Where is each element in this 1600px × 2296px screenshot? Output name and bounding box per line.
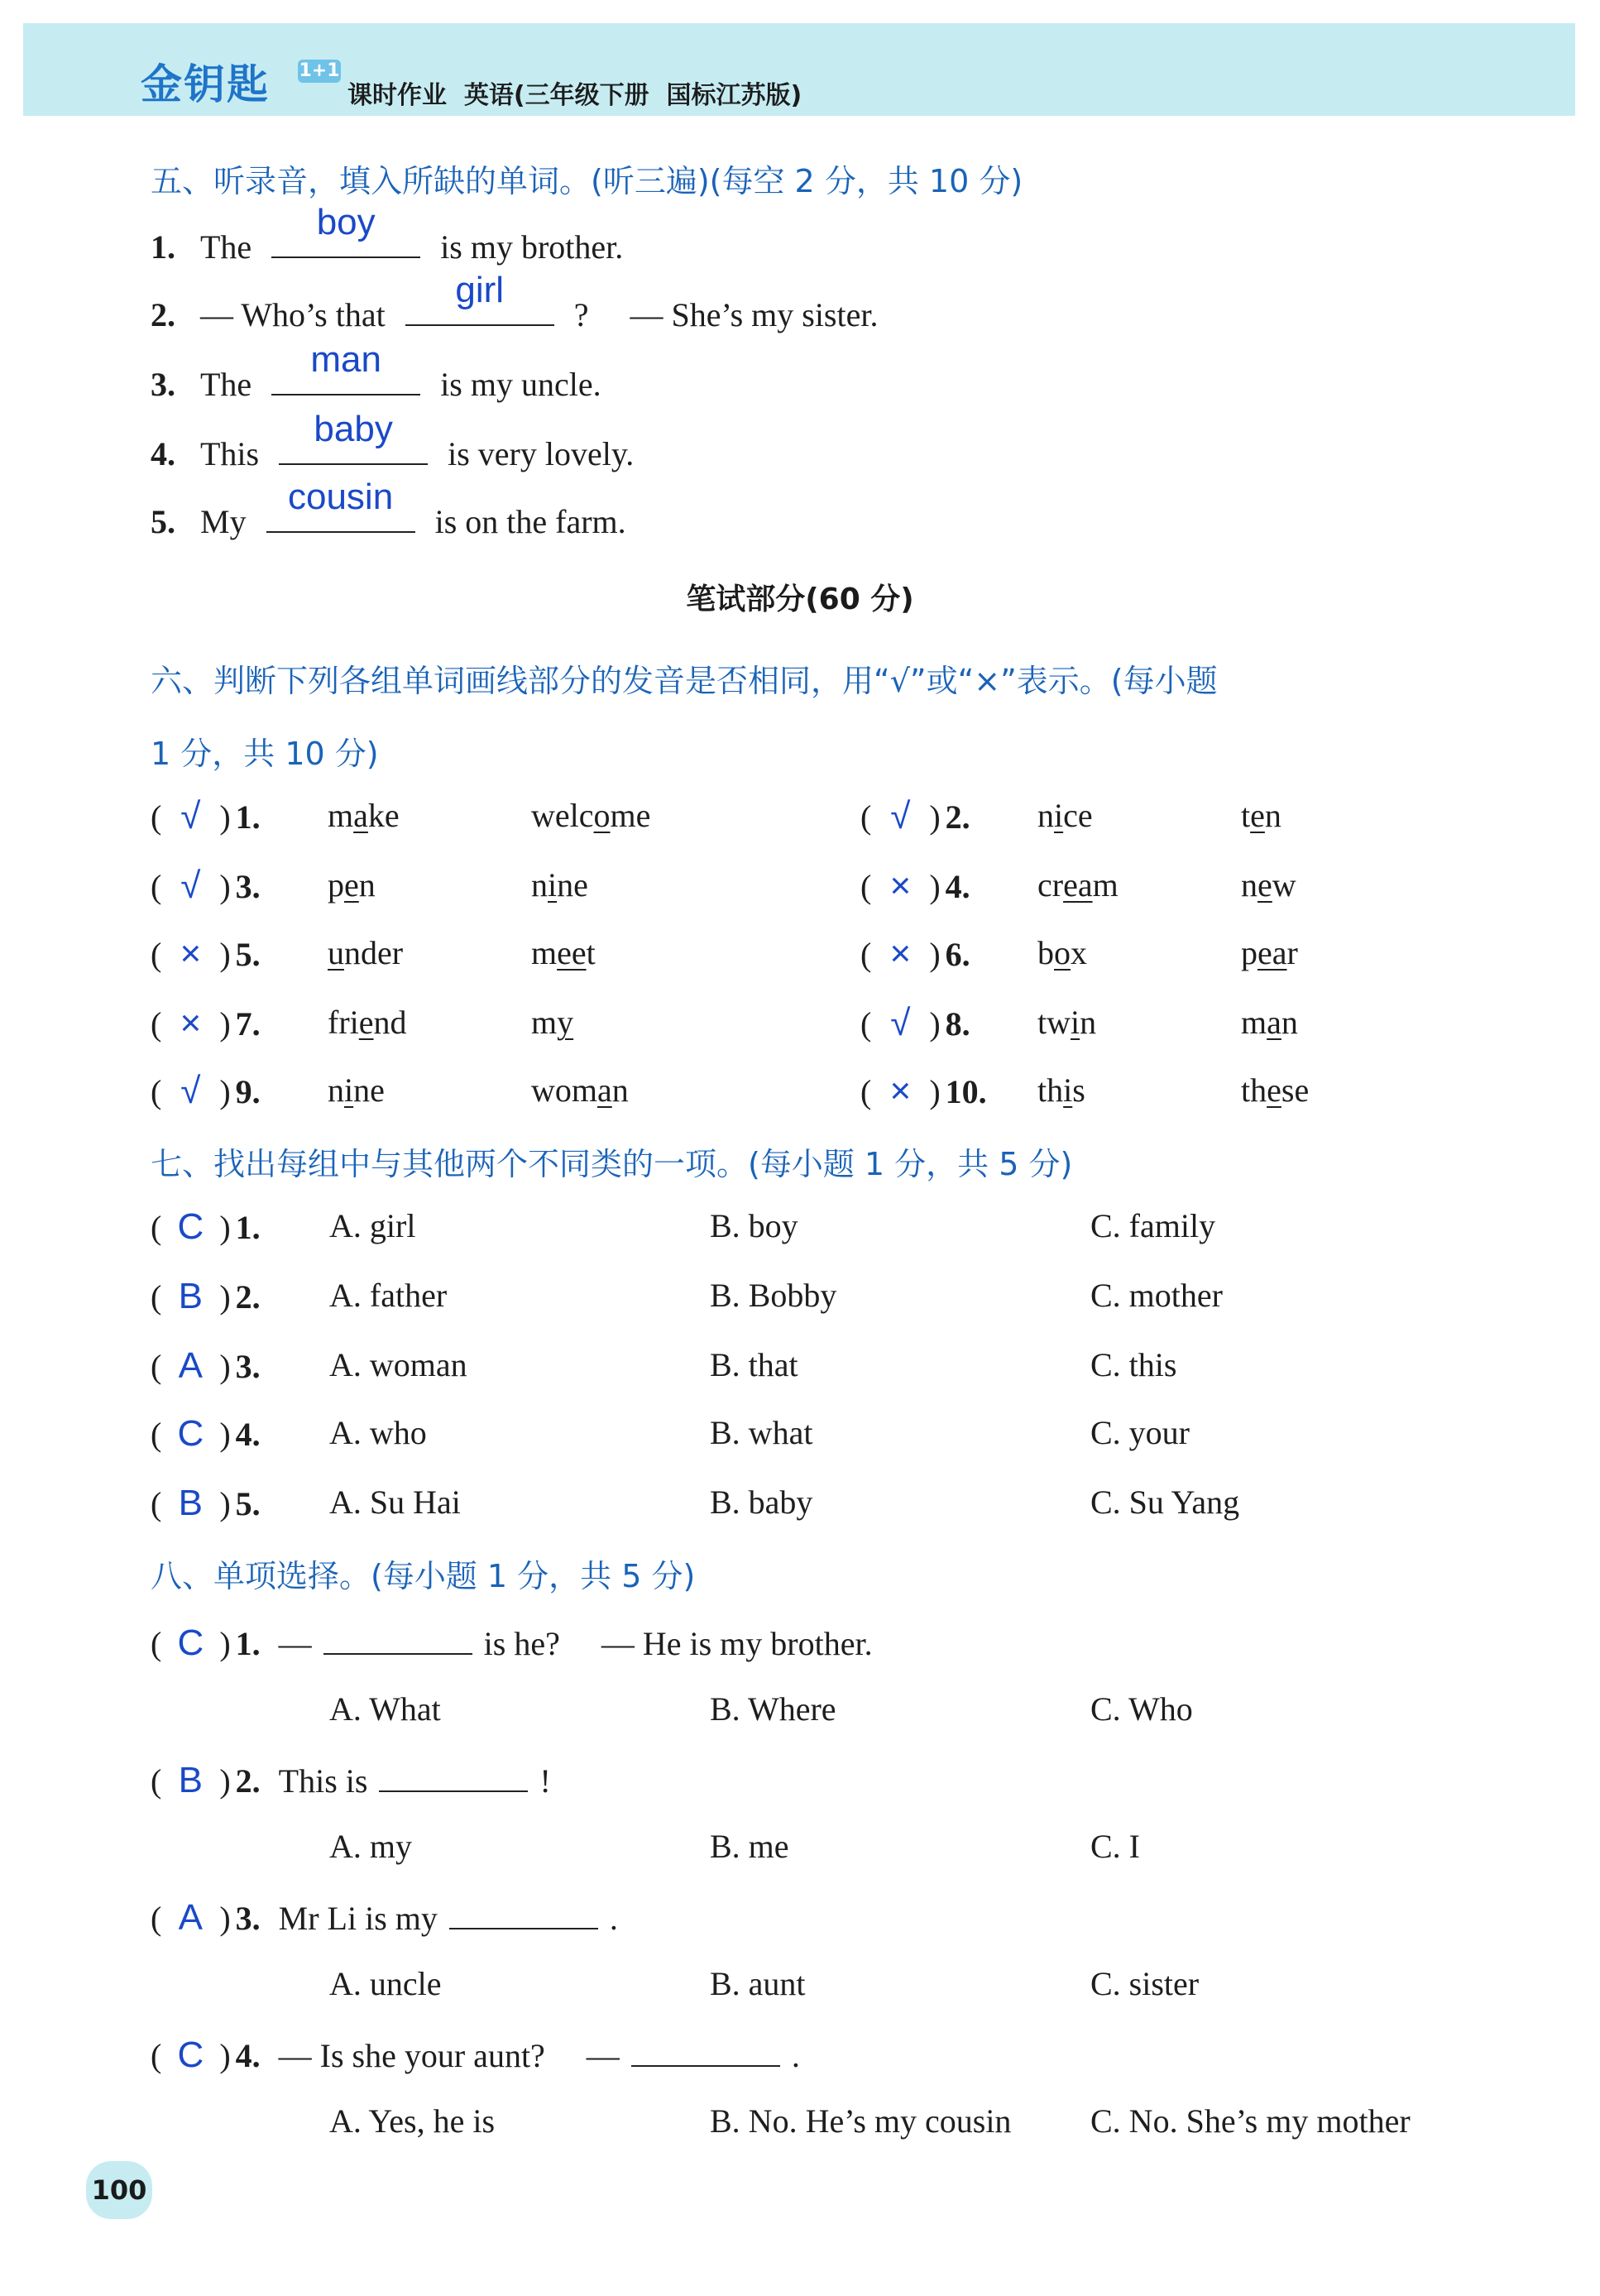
judge-item: ( √ ) 3.	[151, 865, 261, 906]
word-2	[531, 796, 650, 835]
word-part: ke	[367, 797, 400, 834]
item-number: 4.	[235, 2037, 261, 2074]
answer-blank[interactable]	[631, 2032, 780, 2067]
answer-blank[interactable]	[449, 1895, 598, 1929]
option-b: B. me	[710, 1828, 789, 1865]
option-a: A. my	[329, 1828, 412, 1865]
section-6-title-cont: 1 分，共 10 分)	[151, 736, 379, 772]
section-7-title: 七、找出每组中与其他两个不同类的一项。(每小题 1 分，共 5 分)	[151, 1146, 1073, 1182]
option-c: C. No. She’s my mother	[1090, 2102, 1411, 2140]
question-text-pre: This is	[278, 1762, 368, 1800]
option-c: C. family	[1090, 1207, 1216, 1244]
item-number: 4.	[235, 1416, 261, 1453]
answer-mark: ×	[180, 933, 202, 974]
written-part-title: 笔试部分(60 分)	[686, 582, 914, 616]
question-text-post: is he? — He is my brother.	[483, 1625, 873, 1662]
word-1	[1037, 796, 1093, 835]
item-text-post: is my brother.	[440, 228, 624, 266]
s5-item-3	[151, 339, 601, 404]
option-c: C. your	[1090, 1414, 1190, 1451]
answer-mark: √	[180, 796, 201, 836]
underlined-letters: e	[1250, 797, 1265, 834]
word-part: t	[586, 934, 596, 971]
section-5-title: 五、听录音，填入所缺的单词。(听三遍)(每空 2 分，共 10 分)	[151, 163, 1023, 199]
answer-mark: ×	[889, 1071, 912, 1111]
mc-question: ( B ) 2. This is !	[151, 1757, 551, 1801]
word-part: s	[1072, 1071, 1085, 1109]
word-2	[531, 933, 596, 972]
word-part: fri	[328, 1004, 359, 1041]
answer: baby	[314, 409, 393, 449]
word-part: ne	[353, 1071, 385, 1109]
answer-mark: √	[890, 1003, 911, 1043]
answer-blank[interactable]	[271, 202, 420, 258]
word-part: b	[1037, 934, 1054, 971]
header-text: 课时作业 英语(三年级下册 国标江苏版)	[347, 81, 802, 110]
word-part: m	[531, 934, 558, 971]
item-number: 4.	[945, 868, 970, 905]
item-number: 10.	[945, 1073, 987, 1110]
option-c: C. mother	[1090, 1277, 1223, 1314]
page-number: 100	[86, 2161, 152, 2219]
item-text-post: is my uncle.	[440, 366, 601, 403]
word-part: nder	[344, 934, 404, 971]
choice-item: ( C ) 1.	[151, 1206, 261, 1247]
item-number: 7.	[235, 1005, 261, 1043]
answer-letter: B	[178, 1483, 203, 1523]
answer-blank[interactable]	[279, 409, 428, 465]
judge-item: ( √ ) 8.	[860, 1003, 970, 1043]
word-part: n	[1264, 797, 1281, 834]
item-number: 2.	[151, 296, 175, 333]
underlined-letters: i	[344, 1071, 354, 1109]
judge-item: ( × ) 4.	[860, 865, 970, 906]
item-number: 3.	[235, 1348, 261, 1385]
word-part: ce	[1063, 797, 1093, 834]
word-2	[1241, 1071, 1309, 1110]
answer-mark: ×	[889, 865, 912, 906]
item-number: 3.	[235, 1900, 261, 1937]
item-number: 9.	[235, 1073, 261, 1110]
section-6-title: 六、判断下列各组单词画线部分的发音是否相同，用“√”或“×”表示。(每小题	[151, 663, 1218, 699]
option-c: C. Who	[1090, 1690, 1193, 1728]
item-number: 5.	[235, 936, 261, 973]
logo-badge: 1+1	[299, 60, 340, 81]
option-b: B. baby	[710, 1484, 813, 1521]
option-b: B. what	[710, 1414, 813, 1451]
word-1	[328, 1003, 407, 1042]
judge-item: ( × ) 6.	[860, 933, 970, 974]
question-text-post: .	[609, 1900, 618, 1937]
s5-item-5	[151, 477, 626, 541]
answer-letter: C	[177, 2035, 204, 2075]
underlined-letters: e	[358, 1004, 374, 1041]
word-1	[1037, 933, 1087, 972]
word-part: cr	[1037, 866, 1064, 904]
underlined-letters: a	[353, 797, 368, 834]
underlined-letters: i	[1063, 1071, 1073, 1109]
underlined-letters: e	[1267, 1071, 1281, 1109]
item-number: 3.	[151, 366, 175, 403]
word-part: welc	[531, 797, 594, 834]
item-number: 4.	[151, 435, 175, 472]
option-b: B. boy	[710, 1207, 798, 1244]
item-number: 2.	[235, 1762, 261, 1800]
word-part: m	[1241, 1004, 1267, 1041]
option-a: A. girl	[329, 1207, 416, 1244]
item-text-post: is on the farm.	[434, 503, 626, 540]
word-part: tw	[1037, 1004, 1071, 1041]
underlined-letters: a	[1267, 1004, 1281, 1041]
word-part: th	[1241, 1071, 1267, 1109]
underlined-letters: ee	[557, 934, 587, 971]
option-c: C. I	[1090, 1828, 1140, 1865]
item-number: 1.	[235, 798, 261, 836]
item-number: 5.	[235, 1485, 261, 1522]
section-8-title: 八、单项选择。(每小题 1 分，共 5 分)	[151, 1558, 696, 1594]
underlined-letters: o	[1054, 934, 1071, 971]
word-part: n	[611, 1071, 629, 1109]
judge-item: ( √ ) 1.	[151, 796, 261, 836]
word-part: x	[1071, 934, 1087, 971]
word-1	[328, 1071, 385, 1110]
word-part: wom	[531, 1071, 597, 1109]
answer-blank[interactable]	[271, 339, 420, 395]
judge-item: ( √ ) 2.	[860, 796, 970, 836]
word-part: n	[1281, 1004, 1298, 1041]
question-text-pre: —	[278, 1625, 312, 1662]
question-text-post: !	[539, 1762, 551, 1800]
answer-letter: B	[178, 1760, 203, 1800]
answer-blank[interactable]	[323, 1620, 472, 1655]
word-part: n	[1037, 797, 1054, 834]
underlined-letters: e	[1257, 866, 1272, 904]
word-part: t	[1241, 797, 1251, 834]
item-text-pre: — Who’s that	[200, 296, 386, 333]
judge-item: ( √ ) 9.	[151, 1071, 261, 1111]
word-part: me	[610, 797, 651, 834]
underlined-letters: o	[593, 797, 611, 834]
option-a: A. woman	[329, 1346, 467, 1383]
answer-blank[interactable]	[266, 477, 415, 533]
logo: 金钥匙	[141, 60, 270, 108]
choice-item: ( B ) 5.	[151, 1483, 261, 1523]
option-a: A. uncle	[329, 1965, 442, 2002]
judge-item: ( × ) 10.	[860, 1071, 987, 1111]
underlined-letters: i	[548, 866, 558, 904]
item-number: 8.	[945, 1005, 970, 1043]
item-number: 1.	[235, 1625, 261, 1662]
item-text-pre: My	[200, 503, 247, 540]
answer-mark: √	[180, 865, 201, 906]
answer-mark: ×	[889, 933, 912, 974]
question-text-post: .	[791, 2037, 800, 2074]
word-2	[1241, 865, 1296, 904]
underlined-letters: u	[328, 934, 344, 971]
answer-letter: B	[178, 1276, 203, 1316]
word-1	[1037, 865, 1119, 904]
option-b: B. that	[710, 1346, 798, 1383]
answer-blank[interactable]	[379, 1757, 528, 1792]
word-part: w	[1272, 866, 1296, 904]
item-number: 6.	[945, 936, 970, 973]
word-part: th	[1037, 1071, 1064, 1109]
item-number: 1.	[151, 228, 175, 266]
answer-letter: A	[178, 1897, 203, 1938]
underlined-letters: i	[1054, 797, 1064, 834]
word-part: n	[1241, 866, 1257, 904]
option-a: A. Yes, he is	[329, 2102, 496, 2140]
s5-item-2	[151, 270, 879, 334]
word-part: p	[328, 866, 344, 904]
answer: boy	[316, 202, 376, 242]
option-b: B. Where	[710, 1690, 836, 1728]
choice-item: ( A ) 3.	[151, 1345, 261, 1386]
word-2	[1241, 796, 1281, 835]
question-text-pre: Mr Li is my	[278, 1900, 438, 1937]
word-1	[328, 933, 403, 972]
item-number: 1.	[235, 1209, 261, 1246]
underlined-letters: ea	[1257, 934, 1287, 971]
item-text-pre: The	[200, 228, 252, 266]
item-number: 3.	[235, 868, 261, 905]
option-a: A. What	[329, 1690, 441, 1728]
word-part: n	[328, 1071, 344, 1109]
option-a: A. who	[329, 1414, 427, 1451]
item-number: 5.	[151, 503, 175, 540]
underlined-letters: i	[1071, 1004, 1080, 1041]
option-a: A. Su Hai	[329, 1484, 461, 1521]
word-part: m	[531, 1004, 558, 1041]
word-2	[531, 865, 588, 904]
word-1	[328, 796, 400, 835]
word-part: n	[1080, 1004, 1097, 1041]
item-number: 2.	[945, 798, 970, 836]
item-text-post: is very lovely.	[448, 435, 635, 472]
word-1	[1037, 1071, 1085, 1110]
underlined-letters: a	[597, 1071, 612, 1109]
word-1	[328, 865, 376, 904]
answer-blank[interactable]	[405, 270, 554, 326]
answer-letter: C	[177, 1413, 204, 1454]
option-c: C. this	[1090, 1346, 1177, 1383]
underlined-letters: ea	[1063, 866, 1093, 904]
answer: man	[310, 339, 381, 380]
mc-question: ( C ) 1. — is he? — He is my brother.	[151, 1620, 873, 1664]
question-text-pre: — Is she your aunt? —	[278, 2037, 620, 2074]
judge-item: ( × ) 7.	[151, 1003, 261, 1043]
s5-item-4	[151, 409, 635, 473]
answer-mark: √	[890, 796, 911, 836]
word-2	[1241, 1003, 1298, 1042]
choice-item: ( C ) 4.	[151, 1413, 261, 1454]
choice-item: ( B ) 2.	[151, 1276, 261, 1316]
word-part: ne	[557, 866, 588, 904]
word-part: se	[1281, 1071, 1310, 1109]
underlined-letters: y	[557, 1004, 574, 1041]
answer-letter: C	[177, 1206, 204, 1247]
option-b: B. No. He’s my cousin	[710, 2102, 1012, 2140]
mc-question: ( A ) 3. Mr Li is my .	[151, 1895, 618, 1939]
word-2	[531, 1003, 573, 1042]
mc-question: ( C ) 4. — Is she your aunt? — .	[151, 2032, 800, 2076]
item-number: 2.	[235, 1278, 261, 1316]
judge-item: ( × ) 5.	[151, 933, 261, 974]
answer: girl	[455, 270, 505, 310]
option-a: A. father	[329, 1277, 448, 1314]
option-b: B. aunt	[710, 1965, 806, 2002]
answer: cousin	[287, 477, 394, 517]
answer-letter: C	[177, 1623, 204, 1663]
word-part: nd	[373, 1004, 407, 1041]
item-text-post: ? — She’s my sister.	[573, 296, 879, 333]
underlined-letters: e	[344, 866, 359, 904]
word-part: r	[1286, 934, 1298, 971]
word-1	[1037, 1003, 1096, 1042]
word-part: n	[358, 866, 376, 904]
word-part: p	[1241, 934, 1257, 971]
answer-letter: A	[178, 1345, 203, 1386]
item-text-pre: The	[200, 366, 252, 403]
answer-mark: √	[180, 1071, 201, 1111]
item-text-pre: This	[200, 435, 260, 472]
word-2	[1241, 933, 1298, 972]
word-part: m	[1092, 866, 1119, 904]
word-part: n	[531, 866, 548, 904]
option-c: C. Su Yang	[1090, 1484, 1240, 1521]
s5-item-1	[151, 202, 624, 266]
answer-mark: ×	[180, 1003, 202, 1043]
option-c: C. sister	[1090, 1965, 1200, 2002]
word-part: m	[328, 797, 354, 834]
word-2	[531, 1071, 629, 1110]
option-b: B. Bobby	[710, 1277, 837, 1314]
